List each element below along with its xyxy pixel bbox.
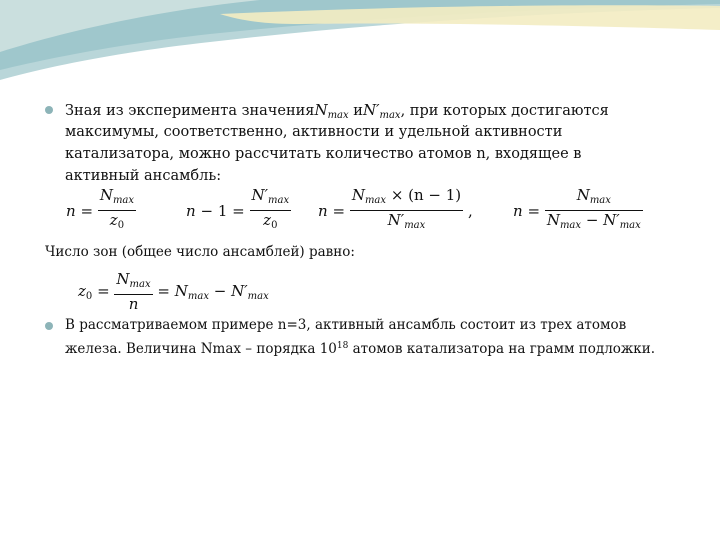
paragraph-1-and: и (353, 103, 363, 119)
bullet-point (45, 322, 53, 330)
paragraph-1-line-2: максимумы, соответственно, активности и удельной активности (65, 124, 563, 140)
formula-n-max: $N_{max}$ (314, 101, 349, 121)
paragraph-1-text-a: Зная из эксперимента значения (65, 103, 315, 119)
paragraph-3-text-a: железа. Величина Nmax – порядка 10 (65, 341, 337, 357)
decorative-header-swoosh (0, 0, 720, 90)
bullet-point (45, 106, 53, 114)
paragraph-1-line-4: активный ансамбль: (65, 168, 222, 184)
paragraph-2: Число зон (общее число ансамблей) равно: (45, 244, 355, 260)
paragraph-1-text-b: , при которых достигаются (400, 103, 609, 119)
paragraph-3-text-b: атомов катализатора на грамм подложки. (352, 341, 656, 357)
formula-2: n − 1 = $\frac{N'_{max}}{z_0}$ (186, 186, 290, 231)
paragraph-3-line-1: В рассматриваемом примере n=3, активный ансамбль состоит из трех атомов (65, 317, 627, 333)
paragraph-3-line-2 (65, 336, 655, 360)
paragraph-1-line-3: катализатора, можно рассчитать количество атомов n, входящее в (65, 146, 582, 162)
formula-4: n = $\frac{N_{max}}{N_{max} - N'_{max}}$ (513, 186, 641, 231)
formula-3: n = $\frac{N_{max} \times (n - 1)}{N'_{max}}$ , (318, 186, 473, 231)
formula-n-prime-max: $N'_{max}$ (362, 101, 401, 121)
formula-5: $z_0$ = $\frac{N_{max}}{n}$ = $N_{max} - N'_{max}$ (78, 270, 269, 313)
exponent: 18 (336, 341, 349, 351)
formula-1: n = $\frac{N_{max}}{z_0}$ (66, 186, 135, 231)
